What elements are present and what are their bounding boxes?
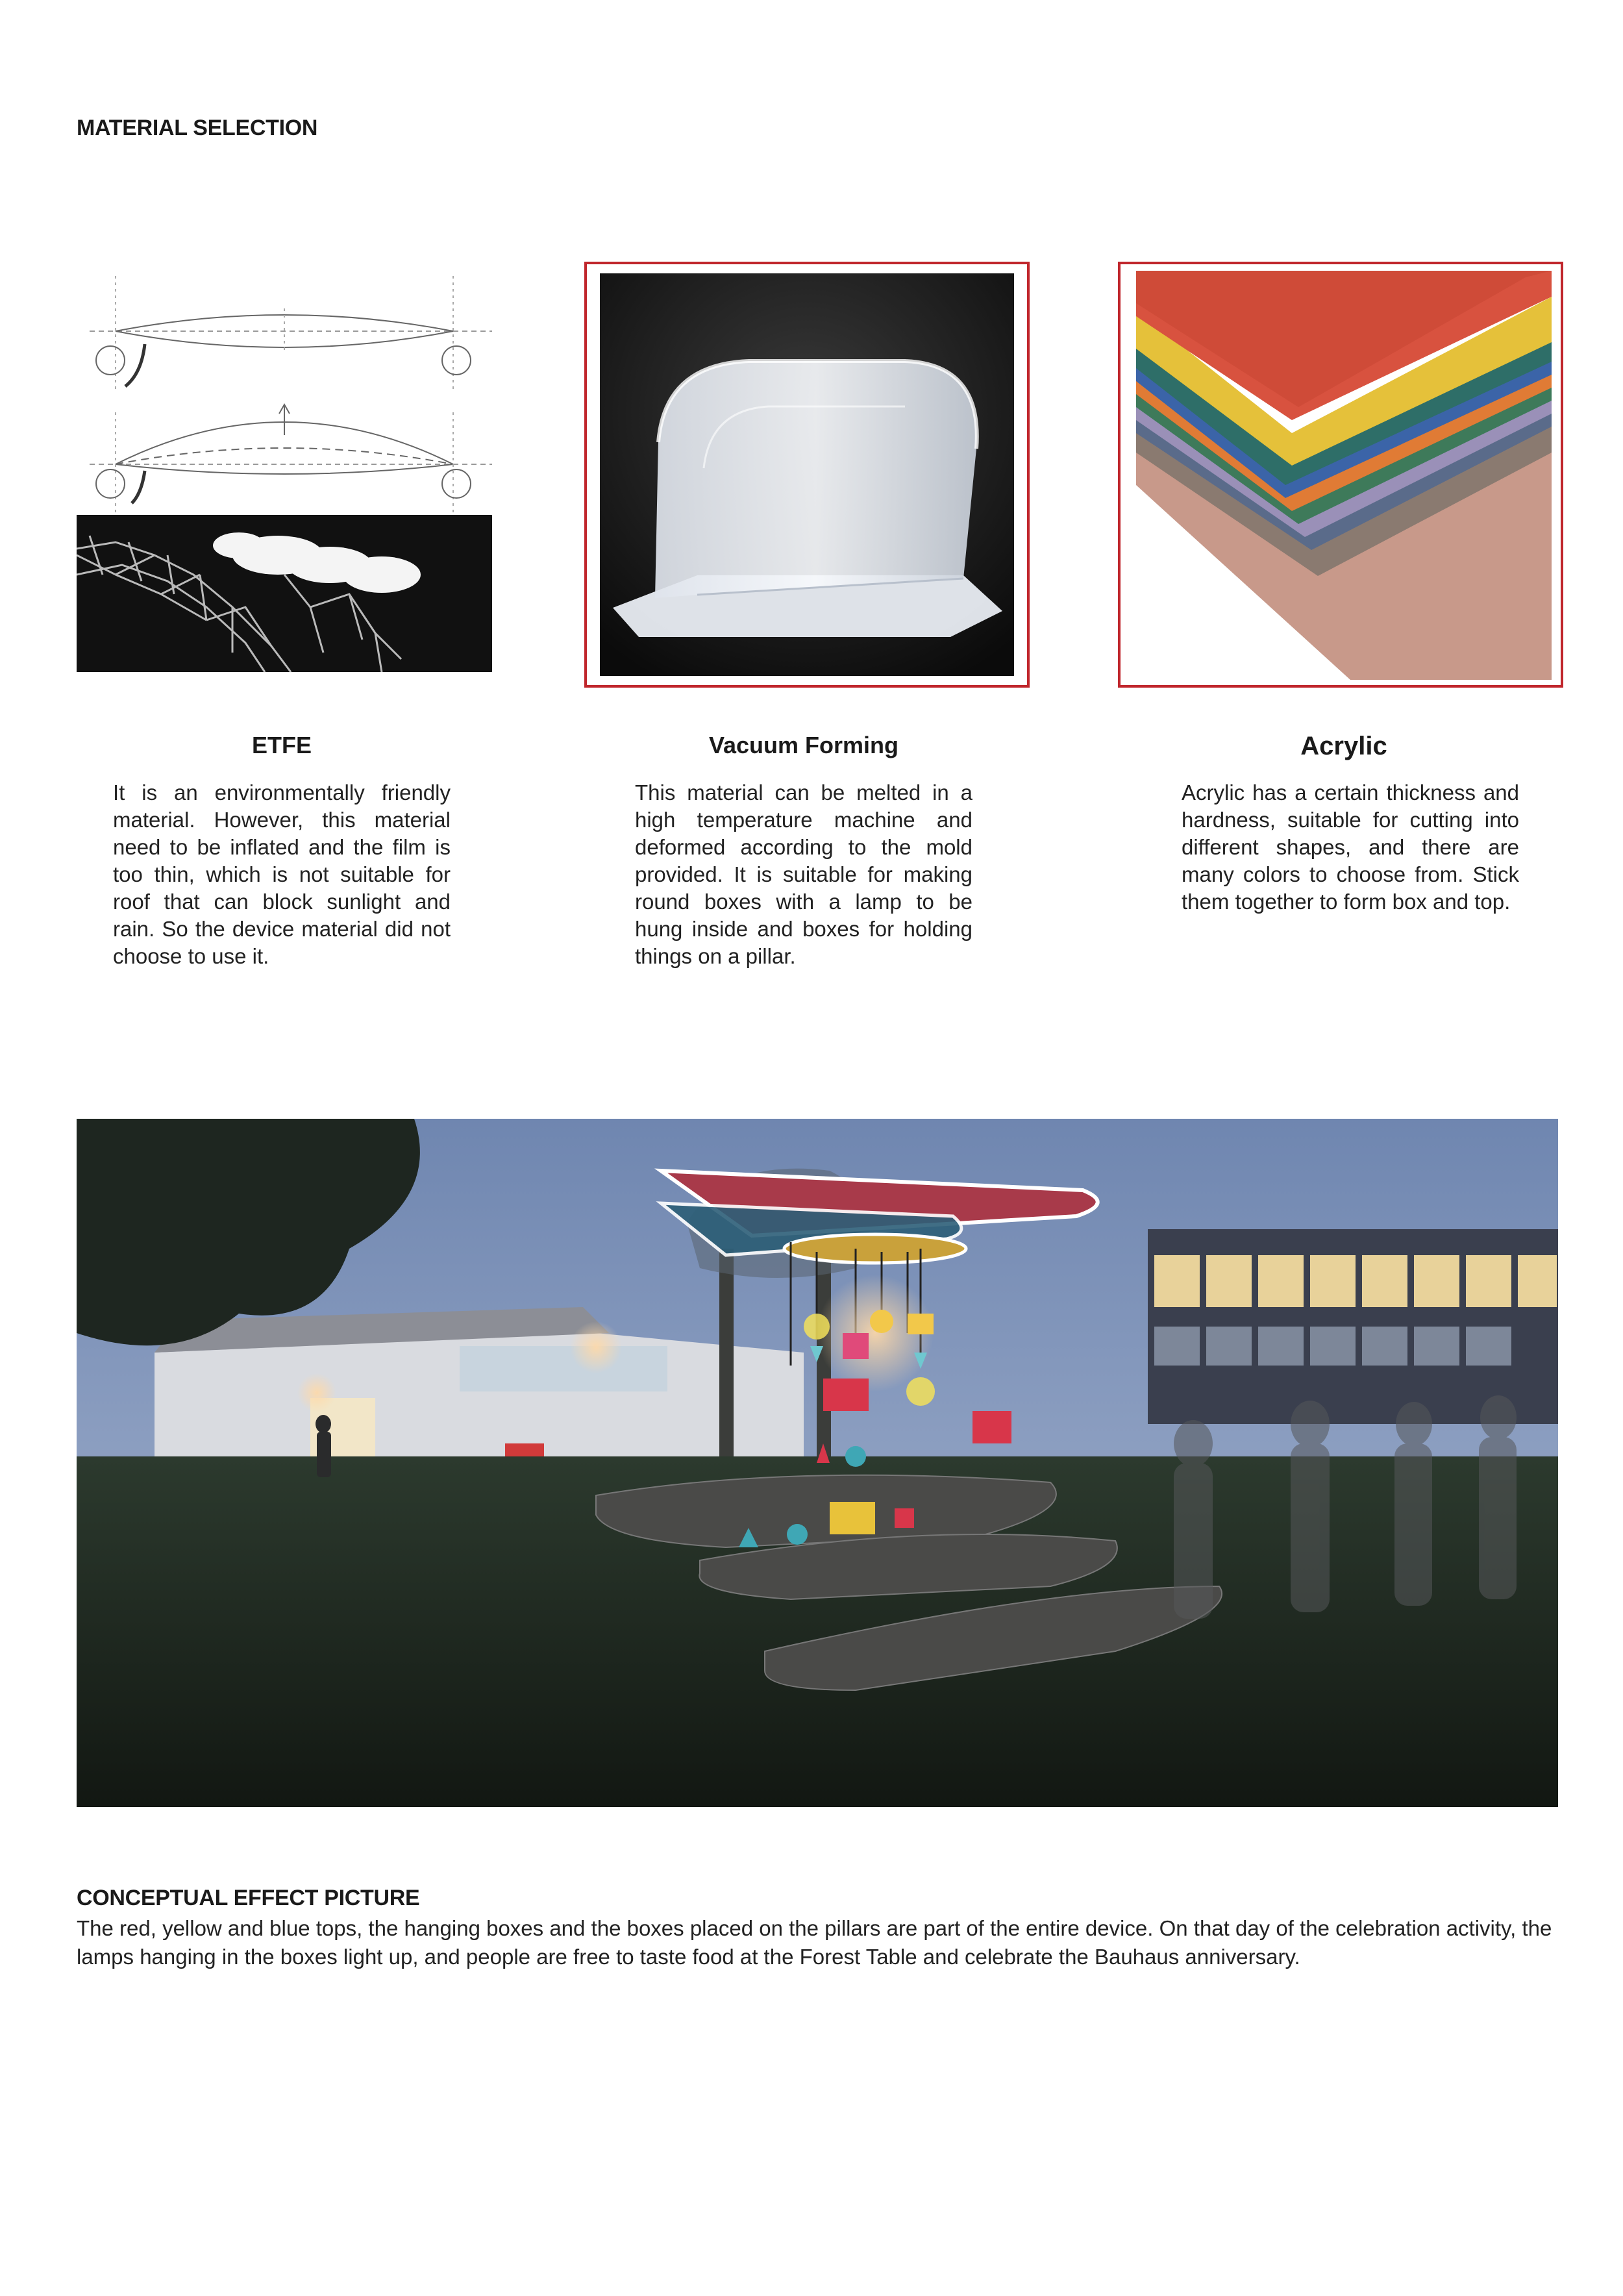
vacuum-forming-description: This material can be melted in a high temperature machine and deformed according to the mold provided. It is suitable for making round boxes with a lamp to be hung inside and boxes for holding things on a pillar. [635, 780, 973, 968]
vacuum-forming-frame [584, 262, 1030, 688]
concept-title: CONCEPTUAL EFFECT PICTURE [77, 1886, 420, 1910]
etfe-diagram [77, 269, 492, 679]
section-title: MATERIAL SELECTION [77, 116, 318, 140]
concept-scene [77, 1119, 1558, 1807]
etfe-description: It is an environmentally friendly material. However, this material need to be inflated and the film is too thin, which is not suitable for roof that can block sunlight and rain. So the device material did not choose to use it. [113, 780, 451, 968]
concept-picture [77, 1119, 1558, 1807]
vacuum-forming-title: Vacuum Forming [708, 732, 899, 758]
concept-description: The red, yellow and blue tops, the hanging boxes and the boxes placed on the pillars are part of the entire device. On that day of the celebration activity, the lamps hanging in the boxes light up, and people are free to taste food at the Forest Table and celebrate the Bauhaus anniversary. [77, 1916, 1552, 1969]
acrylic-title: Acrylic [1300, 732, 1387, 760]
acrylic-description: Acrylic has a certain thickness and hardness, suitable for cutting into different shapes, and there are many colors to choose from. Stick them together to form box and top. [1182, 780, 1519, 914]
acrylic-frame [1118, 262, 1563, 688]
acrylic-image [1136, 271, 1552, 680]
etfe-figure [77, 269, 492, 679]
vacuum-forming-image [600, 273, 1014, 676]
etfe-title: ETFE [251, 732, 312, 758]
